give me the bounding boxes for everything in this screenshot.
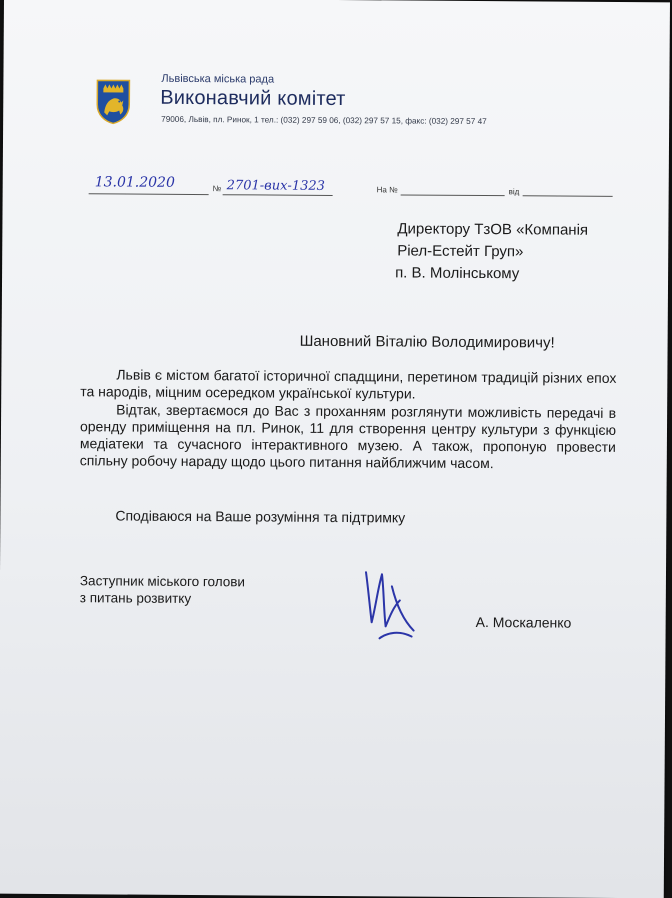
body-paragraph-3: Сподіваюся на Ваше розуміння та підтримку <box>115 507 406 526</box>
signatory-role-line-2: з питань розвитку <box>79 590 192 606</box>
lviv-coat-of-arms-icon <box>95 78 131 124</box>
reply-number-line <box>401 194 505 196</box>
reply-date-line <box>523 195 613 197</box>
body-paragraph-2: Відтак, звертаємося до Вас з проханням розглянути можливість передачі в оренду приміщення на пл. Ринок, 11 для створення центру культури з функцією медіатеки та сучасного інтерактивного музею. А також, пропоную провести спільну робочу нараду щодо цього питання найближчим часом. <box>79 401 617 472</box>
addressee-line-3: п. В. Молінському <box>395 264 520 283</box>
number-underline <box>223 194 333 196</box>
salutation: Шановний Віталію Володимировичу! <box>299 332 555 352</box>
signatory-role-line-1: Заступник міського голови <box>79 573 246 590</box>
signatory-name: А. Москаленко <box>475 613 572 631</box>
date-underline <box>89 193 209 195</box>
outgoing-date: 13.01.2020 <box>94 174 175 191</box>
number-prefix: № <box>212 184 222 194</box>
addressee-line-1: Директору ТзОВ «Компанія <box>397 220 589 239</box>
addressee-line-2: Ріел-Естейт Груп» <box>397 242 524 261</box>
body-paragraph-1: Львів є містом багатої історичної спадщини, перетином традицій різних епох та народів, міцним осередком української культури. <box>80 366 617 402</box>
committee-name: Виконавчий комітет <box>160 86 346 111</box>
council-name: Львівська міська рада <box>161 72 275 86</box>
from-label: від <box>508 187 520 197</box>
contact-details: 79006, Львів, пл. Ринок, 1 тел.: (032) 297 59 06, (032) 297 57 15, факс: (032) 297 57 47 <box>161 114 487 127</box>
outgoing-number: 2701-вих-1323 <box>226 178 325 194</box>
handwritten-signature <box>358 566 421 644</box>
reply-to-label: На № <box>376 185 398 195</box>
